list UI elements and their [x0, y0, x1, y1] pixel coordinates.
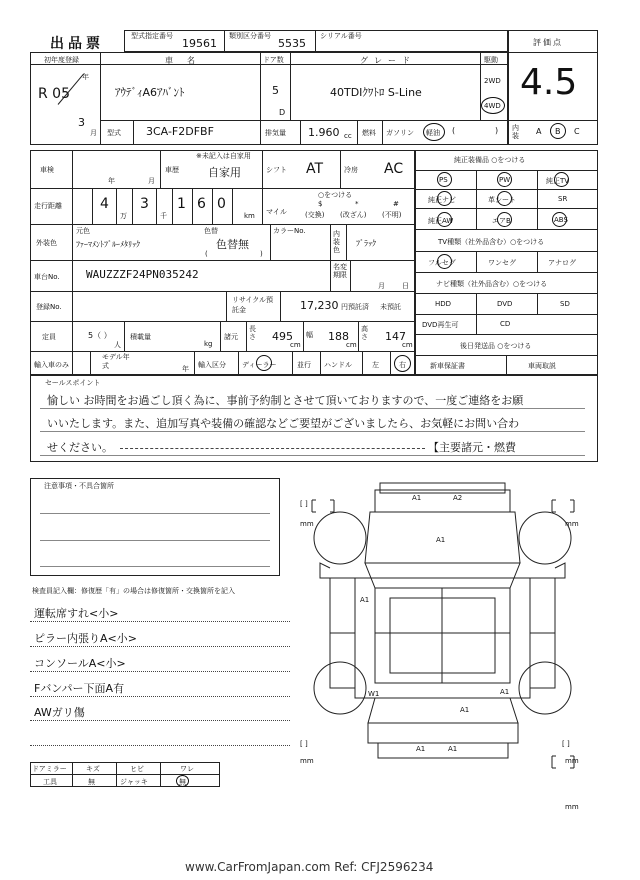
class-label: 類別区分番号: [229, 32, 271, 40]
note-item-2: ピラー内張りA<小>: [34, 632, 137, 645]
drive-2wd: 2WD: [484, 77, 501, 85]
mileage-label: 走行距離: [34, 202, 62, 210]
right-rear-door: [530, 633, 555, 688]
capacity-unit: 人: [114, 341, 121, 349]
shift-label: シフト: [266, 166, 287, 174]
note-item-5: AWガリ傷: [34, 706, 85, 719]
ext-color-label: 外装色: [36, 239, 57, 247]
height-label: 高さ: [361, 325, 368, 341]
recycle-paid: 円預託済: [341, 303, 369, 311]
displacement-label: 排気量: [265, 129, 286, 137]
name-change-label: 名変期限: [333, 263, 347, 279]
tools-header-4: ワレ: [180, 765, 194, 773]
equip-tv-circle: [554, 172, 569, 187]
exchange-sym: $: [318, 200, 323, 208]
car-damage-diagram: [290, 478, 600, 818]
score-label: 評価点: [533, 38, 563, 47]
equip-navi: 純正ナビ: [428, 196, 456, 204]
ext-color-value: ﾌｧｰﾏﾒﾝﾄﾌﾞﾙｰﾒﾀﾘｯｸ: [76, 240, 140, 249]
note-item-1: 運転席すれ<小>: [34, 607, 119, 620]
import-dealer: ディーラー: [242, 361, 277, 369]
import-label: 輸入車のみ: [34, 361, 69, 369]
shift-value: AT: [306, 161, 324, 177]
exchange-text: (交換): [305, 211, 325, 219]
ac-label: 冷房: [344, 166, 358, 174]
equip-leather-circle: [497, 191, 512, 206]
capacity-value: 5（ ）: [88, 331, 112, 340]
import-class-label: 輸入区分: [198, 361, 226, 369]
mark-left-a1: A1: [360, 596, 370, 604]
class-no: 5535: [278, 37, 306, 50]
interior-b-circle: [550, 123, 566, 139]
car-name-label: 車名: [165, 56, 209, 65]
doors-value: 5: [272, 84, 279, 97]
interior-label: 内装: [512, 124, 519, 140]
int-color-value: ﾌﾞﾗｯｸ: [356, 239, 376, 248]
navi-dvd-play: DVD再生可: [422, 321, 459, 329]
car-name: ｱｳﾃﾞｨA6ｱﾊﾞﾝﾄ: [115, 86, 185, 99]
reg-no-label: 登録No.: [36, 303, 62, 311]
equip-aw: 純正AW: [428, 217, 454, 225]
unknown-sym: #: [393, 200, 399, 208]
equip-navi-circle: [437, 191, 452, 206]
equip-pw-circle: [497, 172, 512, 187]
usage-note: ※未記入は自家用: [196, 152, 251, 160]
mileage-digit-5: 0: [217, 196, 226, 212]
mark-right-a1: A1: [500, 688, 510, 696]
model-code-label: 型式指定番号: [131, 32, 173, 40]
color-no-label: カラーNo.: [273, 227, 306, 235]
tools-value-3: ジャッキ: [120, 778, 148, 786]
model-year-label: モデル年式: [102, 353, 130, 370]
type-label: 型式: [107, 129, 121, 137]
usage-value: 自家用: [208, 166, 241, 179]
int-color-label: 内装色: [333, 230, 340, 254]
tamper-sym: *: [355, 200, 359, 208]
mm-spare: mm: [565, 803, 579, 811]
navi-dvd: DVD: [497, 300, 513, 308]
equip-std-label: 純正装備品 ○をつける: [454, 156, 526, 164]
equip-pw: PW: [499, 176, 511, 184]
sales-label: セールスポイント: [45, 379, 101, 387]
equip-airbag: エアB: [492, 217, 511, 225]
navi-hdd: HDD: [435, 300, 452, 308]
recycle-unpaid: 未預託: [380, 303, 401, 311]
footer-watermark: www.CarFromJapan.com Ref: CFJ2596234: [185, 860, 434, 874]
sales-tail: 【主要諸元・燃費: [428, 441, 516, 454]
load-unit: kg: [204, 340, 213, 348]
recycle-label: リサイクル預託金: [232, 296, 274, 314]
front-left-wheel: [314, 512, 366, 564]
interior-a: A: [536, 127, 542, 136]
width-label: 幅: [306, 331, 313, 339]
mm-rl: mm: [300, 757, 314, 765]
tv-analog: アナログ: [548, 259, 576, 267]
sales-line-3: せください。: [47, 441, 113, 454]
mileage-unit-km: km: [244, 212, 255, 220]
length-unit: cm: [290, 341, 301, 349]
door-type: D: [279, 108, 286, 117]
windshield: [365, 563, 520, 588]
tools-value-1: 工具: [43, 778, 57, 786]
mark-rear-a1: A1: [460, 706, 470, 714]
navi-label: ナビ種類（社外品含む）○をつける: [436, 280, 548, 288]
fuel-label: 燃料: [362, 129, 376, 137]
mark-front-bumper-a2: A2: [453, 494, 463, 502]
doors-label: ドア数: [263, 56, 284, 64]
first-reg-label: 初年度登録: [44, 56, 79, 64]
fuel-diesel-circle: [423, 123, 445, 141]
tv-oneseg: ワンセグ: [488, 259, 516, 267]
drive-4wd: 4WD: [484, 102, 501, 110]
score-value: 4.5: [520, 62, 578, 103]
equip-sr: SR: [558, 195, 568, 203]
displacement-value: 1.960: [308, 126, 340, 139]
repaint-value: 色替無: [216, 238, 249, 251]
equip-airbag-circle: [497, 212, 512, 227]
handle-left: 左: [372, 361, 379, 369]
mm-fr: mm: [565, 520, 579, 528]
inspector-label: 検査員記入欄：修復歴「有」の場合は修復箇所・交換箇所を記入: [32, 587, 235, 595]
equip-tv: 純正TV: [546, 177, 570, 185]
later-manual: 車両取説: [528, 362, 556, 370]
equip-aw-circle: [437, 212, 452, 227]
later-warranty: 新車保証書: [430, 362, 465, 370]
length-value: 495: [272, 330, 293, 343]
tamper-text: (改ざん): [340, 211, 367, 219]
left-front-door: [330, 578, 355, 633]
equip-abs: ABS: [554, 216, 568, 224]
sheet-title: 出品票: [50, 36, 104, 52]
ac-value: AC: [384, 161, 404, 177]
inspection-label: 車検: [40, 166, 54, 174]
import-dealer-circle: [256, 355, 272, 371]
fuel-gasoline: ガソリン: [386, 129, 414, 137]
import-parallel: 並行: [297, 361, 311, 369]
right-front-door: [530, 578, 555, 633]
dims-label: 諸元: [224, 333, 238, 341]
trunk: [368, 723, 518, 743]
circle-note: ○をつける: [318, 191, 353, 199]
mileage-unit-sen: 千: [160, 212, 167, 220]
mileage-digit-4: 6: [197, 196, 206, 212]
usage-label: 車歴: [165, 166, 179, 174]
load-label: 積載量: [130, 333, 151, 341]
fuel-diesel: 軽油: [426, 129, 440, 137]
mileage-digit-2: 3: [140, 196, 149, 212]
tools-value-4: 無: [179, 778, 186, 786]
year-unit: 年: [82, 73, 89, 81]
drive-4wd-circle: [481, 97, 505, 114]
tools-value-2: 無: [88, 778, 95, 786]
repaint-label: 色替: [204, 227, 218, 235]
rear-bumper: [378, 743, 508, 758]
height-value: 147: [385, 330, 406, 343]
vin-label: 車台No.: [34, 273, 60, 281]
first-reg-era: R 05: [38, 86, 70, 102]
first-reg-month: 3: [78, 116, 85, 129]
width-value: 188: [328, 330, 349, 343]
note-item-3: コンソールA<小>: [34, 657, 126, 670]
navi-sd: SD: [560, 300, 570, 308]
left-rear-door: [330, 633, 355, 688]
length-label: 長さ: [249, 325, 256, 341]
handle-right: 右: [399, 361, 406, 369]
note-item-4: Fバンパー下面A有: [34, 682, 125, 695]
mark-rear-bumper-a1-left: A1: [416, 745, 426, 753]
month-unit: 月: [90, 129, 97, 137]
handle-label: ハンドル: [324, 361, 352, 369]
mark-front-bumper-a1: A1: [412, 494, 422, 502]
interior-b: B: [555, 127, 561, 136]
mileage-digit-3: 1: [177, 196, 186, 212]
tools-header-2: キズ: [86, 765, 100, 773]
mm-fl: mm: [300, 520, 314, 528]
inspection-month: 月: [148, 177, 155, 185]
height-unit: cm: [402, 341, 413, 349]
tools-value-4-circle: [176, 775, 189, 787]
mark-hood-a1: A1: [436, 536, 446, 544]
mark-rear-bumper-a1-right: A1: [448, 745, 458, 753]
tv-fullseg: フルセグ: [428, 259, 456, 267]
handle-right-circle: [394, 355, 411, 372]
notes-label: 注意事項・不具合箇所: [44, 482, 114, 490]
notes-box: [30, 478, 280, 576]
unknown-text: (不明): [382, 211, 402, 219]
width-unit: cm: [346, 341, 357, 349]
grade-label: グレード: [360, 56, 416, 65]
grade-value: 40TDIｸﾜﾄﾛ S-Line: [330, 86, 422, 99]
mileage-unit-man: 万: [120, 212, 127, 220]
interior-c: C: [574, 127, 580, 136]
mile-label: マイル: [266, 208, 287, 216]
type-code: 3CA-F2DFBF: [146, 125, 214, 138]
sales-line-2: いいたします。また、追加写真や装備の確認などご要望がございましたら、お気軽にお問い合わ: [47, 417, 520, 430]
capacity-label: 定員: [42, 333, 56, 341]
drive-label: 駆動: [484, 56, 498, 64]
displacement-unit: cc: [344, 132, 352, 140]
serial-label: シリアル番号: [320, 32, 362, 40]
tv-label: TV種類（社外品含む）○をつける: [438, 238, 545, 246]
inspection-year: 年: [108, 177, 115, 185]
mm-rr: mm: [565, 757, 579, 765]
vin-value: WAUZZZF24PN035242: [86, 268, 199, 281]
equip-ps: PS: [439, 176, 448, 184]
model-code: 19561: [182, 37, 217, 50]
orig-color-label: 元色: [76, 227, 90, 235]
front-right-wheel: [519, 512, 571, 564]
equip-leather: 革シート: [488, 196, 516, 204]
mark-wheel-w1: W1: [368, 690, 380, 698]
model-year-suffix: 年: [182, 365, 189, 373]
tools-header-3: ヒビ: [130, 765, 144, 773]
equip-abs-circle: [552, 212, 567, 227]
later-label: 後日発送品 ○をつける: [460, 342, 532, 350]
rear-window: [368, 698, 518, 723]
equip-ps-circle: [437, 172, 452, 187]
mileage-digit-1: 4: [100, 196, 109, 212]
navi-cd: CD: [500, 320, 511, 328]
sales-line-1: 愉しい お時間をお過ごし頂く為に、事前予約制とさせて頂いておりますので、一度ご連絡をお願: [47, 394, 524, 407]
tools-header-1: ドアミラー: [32, 765, 67, 773]
recycle-amount: 17,230: [300, 299, 339, 312]
tv-fullseg-circle: [437, 254, 452, 269]
